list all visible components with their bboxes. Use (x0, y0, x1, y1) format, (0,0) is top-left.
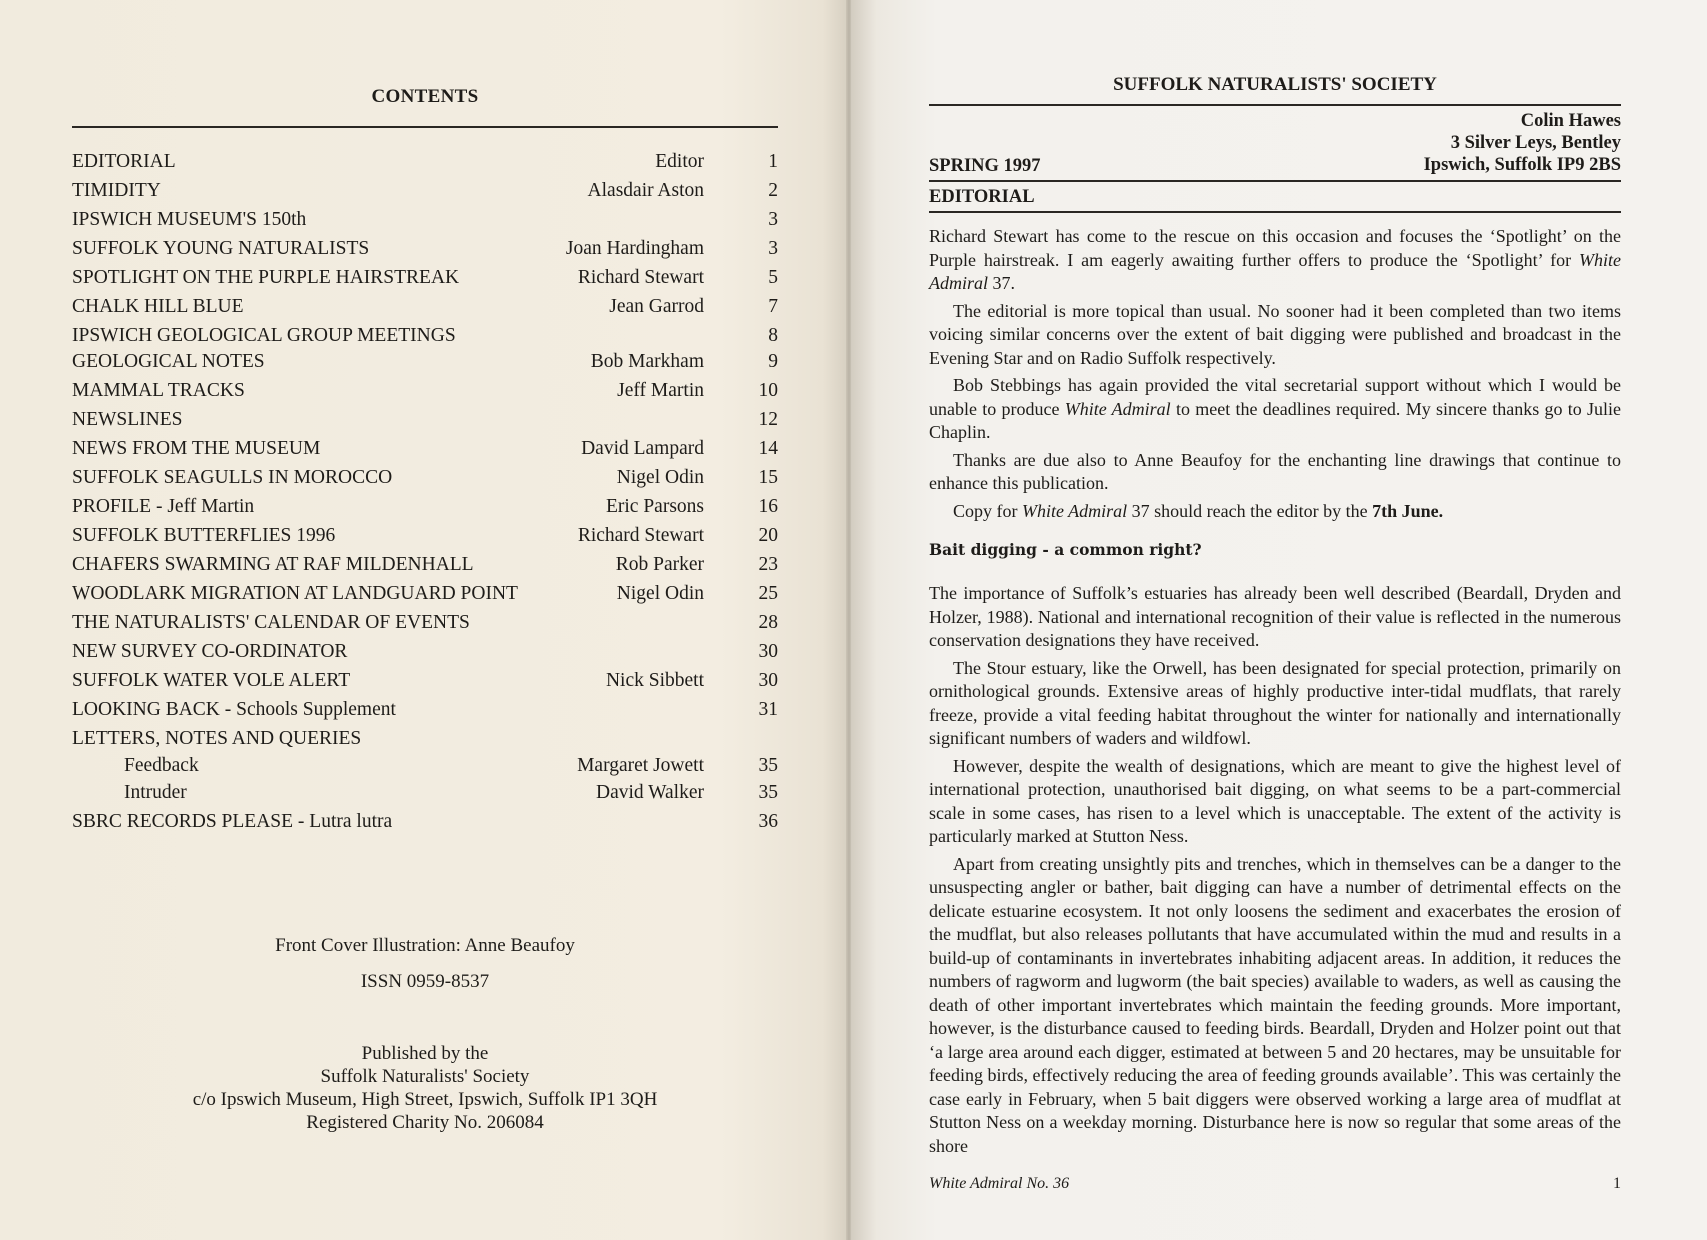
toc-row (72, 295, 778, 319)
toc-title: Intruder (124, 782, 187, 803)
issue-rule (929, 180, 1621, 182)
toc-author: Richard Stewart (577, 267, 704, 288)
publisher-line: Registered Charity No. 206084 (306, 1112, 544, 1133)
article-paragraph: The Stour estuary, like the Orwell, has been designated for special protection, primarily on ornithological grounds. Extensive areas of highly productive inter-tidal mudflats, that rarely freeze, provide a vital feeding habitat throughout the winter for nationally and internationally significant numbers of waders and wildfowl. (929, 657, 1621, 748)
toc-row (72, 179, 778, 203)
toc-author: Joan Hardingham (565, 238, 704, 259)
toc-page-number: 1 (768, 151, 778, 172)
issn: ISSN 0959-8537 (360, 971, 490, 992)
toc-row (72, 208, 778, 232)
society-title: SUFFOLK NATURALISTS' SOCIETY (1113, 74, 1437, 95)
italic-title: White Admiral (1064, 398, 1171, 419)
toc-row (72, 437, 778, 461)
toc-author: Nigel Odin (616, 467, 704, 488)
toc-row (72, 150, 778, 174)
publisher-block (120, 1042, 730, 1134)
toc-page-number: 8 (768, 325, 778, 346)
toc-title: NEW SURVEY CO-ORDINATOR (72, 641, 348, 662)
toc-row (72, 781, 778, 805)
toc-page-number: 14 (758, 438, 778, 459)
toc-page-number: 7 (768, 296, 778, 317)
toc-title: EDITORIAL (72, 151, 176, 172)
toc-author: Margaret Jowett (577, 755, 704, 776)
toc-row (72, 669, 778, 693)
toc-author: David Walker (596, 782, 704, 803)
toc-title: SPOTLIGHT ON THE PURPLE HAIRSTREAK (72, 267, 460, 288)
editorial-paragraph: The editorial is more topical than usual. No sooner had it been completed than two items voicing similar concerns over the extent of bait digging were published and broadcast in the Evening Star and on Radio Suffolk respectively. (929, 300, 1621, 368)
toc-row (72, 698, 778, 722)
toc-title: WOODLARK MIGRATION AT LANDGUARD POINT (72, 583, 518, 604)
toc-title: CHAFERS SWARMING AT RAF MILDENHALL (72, 554, 474, 575)
text-run: Bob Stebbings has again provided the vital secretarial support without which I would be unable to produce (929, 375, 1621, 419)
toc-title: TIMIDITY (72, 180, 161, 201)
toc-row (72, 266, 778, 290)
toc-title: IPSWICH GEOLOGICAL GROUP MEETINGS (72, 325, 456, 346)
toc-author: Eric Parsons (605, 496, 704, 517)
article-subheading: Bait digging - a common right? (929, 540, 1202, 559)
editorial-paragraph: Thanks are due also to Anne Beaufoy for the enchanting line drawings that continue to enhance this publication. (929, 449, 1621, 493)
toc-page-number: 36 (758, 811, 778, 832)
editorial-paragraph (929, 374, 1621, 445)
article-text (929, 582, 1621, 1162)
toc-page-number: 2 (768, 180, 778, 201)
toc-title: LETTERS, NOTES AND QUERIES (72, 728, 362, 749)
toc-page-number: 3 (768, 209, 778, 230)
article-paragraph: The importance of Suffolk’s estuaries has already been well described (Beardall, Dryden and Holzer, 1988). National and international recognition of their value is reflected in the numerous conservation designations they have received. (929, 583, 1621, 650)
editorial-paragraph (929, 225, 1621, 296)
toc-page-number: 10 (758, 380, 778, 401)
toc-page-number: 30 (758, 641, 778, 662)
toc-title: PROFILE - Jeff Martin (72, 496, 255, 517)
toc-author: Editor (655, 151, 704, 172)
toc-row (72, 324, 778, 348)
editorial-text (929, 225, 1621, 527)
toc-row (72, 237, 778, 261)
toc-author: Richard Stewart (577, 525, 704, 546)
toc-row (72, 611, 778, 635)
toc-page-number: 28 (758, 612, 778, 633)
toc-title: SBRC RECORDS PLEASE - Lutra lutra (72, 811, 393, 832)
toc-author: Alasdair Aston (587, 180, 704, 201)
toc-page-number: 35 (758, 782, 778, 803)
text-run: Richard Stewart has come to the rescue on this occasion and focuses the ‘Spotlight’ on the Purple hairstreak. I am eagerly awaiting further offers to produce the ‘Spotlight’ for (929, 226, 1621, 270)
toc-row (72, 640, 778, 664)
toc-page-number: 3 (768, 238, 778, 259)
toc-row (72, 495, 778, 519)
toc-title: THE NATURALISTS' CALENDAR OF EVENTS (72, 612, 470, 633)
toc-row (72, 466, 778, 490)
article-paragraph: Apart from creating unsightly pits and trenches, which in themselves can be a danger to the unsuspecting angler or bather, bait digging can have a number of detrimental effects on the delicate estuarine ecosystem. It not only loosens the sediment and exacerbates the erosion of the mudflat, but also releases pollutants that have accumulated within the mud and results in a build-up of contaminants in invertebrates inhabiting adjacent areas. In addition, it reduces the numbers of ragworm and lugworm (the bait species) available to waders, as well as causing the death of other important invertebrates which maintain the feeding grounds. More important, however, is the disturbance caused to feeding birds. Beardall, Dryden and Holzer point out that ‘a large area around each digger, estimated at between 5 and 20 hectares, may be unsuitable for feeding birds, effectively reducing the area of feeding grounds available’. This was certainly the case early in February, when 5 bait diggers were observed working a large area of mudflat at Stutton Ness on a weekday morning. Disturbance here is now so regular that some areas of the shore (929, 853, 1621, 1156)
italic-title: White Admiral (1022, 500, 1128, 521)
toc-row (72, 582, 778, 606)
contents-rule (72, 126, 778, 128)
toc-title: CHALK HILL BLUE (72, 296, 244, 317)
toc-title: SUFFOLK WATER VOLE ALERT (72, 670, 351, 691)
toc-row (72, 754, 778, 778)
toc-title: Feedback (124, 755, 199, 776)
toc-row (72, 379, 778, 403)
toc-page-number: 15 (758, 467, 778, 488)
text-run: 37 should reach the editor by the (1127, 500, 1373, 521)
contents-title: CONTENTS (371, 86, 479, 107)
article-paragraph: However, despite the wealth of designations, which are meant to give the highest level of international protection, unauthorised bait digging, on what seems to be a part-commercial scale in some cases, has risen to a level which is unacceptable. The extent of the activity is particularly marked at Stutton Ness. (929, 755, 1621, 846)
toc-page-number: 20 (758, 525, 778, 546)
toc-title: SUFFOLK BUTTERFLIES 1996 (72, 525, 336, 546)
section-heading: EDITORIAL (929, 187, 1035, 207)
publisher-line: Suffolk Naturalists' Society (320, 1066, 530, 1087)
toc-title: SUFFOLK SEAGULLS IN MOROCCO (72, 467, 393, 488)
issue-date: SPRING 1997 (929, 156, 1041, 176)
toc-title: IPSWICH MUSEUM'S 150th (72, 209, 307, 230)
address-line: Colin Hawes (1520, 111, 1621, 131)
toc-author: Bob Markham (590, 351, 704, 372)
editorial-paragraph (929, 500, 1621, 524)
publisher-line: c/o Ipswich Museum, High Street, Ipswich, Suffolk IP1 3QH (192, 1089, 658, 1110)
toc-author: David Lampard (581, 438, 704, 459)
toc-page-number: 16 (758, 496, 778, 517)
front-cover-credit: Front Cover Illustration: Anne Beaufoy (275, 935, 575, 956)
toc-author: Nigel Odin (616, 583, 704, 604)
toc-page-number: 31 (758, 699, 778, 720)
toc-title: GEOLOGICAL NOTES (72, 351, 265, 372)
toc-row (72, 524, 778, 548)
bold-date: 7th June. (1372, 500, 1444, 521)
toc-author: Rob Parker (615, 554, 704, 575)
left-page (0, 0, 848, 1240)
toc-page-number: 12 (758, 409, 778, 430)
footer-page-number: 1 (1613, 1175, 1621, 1192)
italic-title: White Admiral (929, 249, 1621, 293)
toc-author: Jeff Martin (617, 380, 704, 401)
editor-address (1250, 110, 1621, 176)
toc-page-number: 35 (758, 755, 778, 776)
section-rule (929, 211, 1621, 213)
toc-page-number: 23 (758, 554, 778, 575)
toc-page-number: 25 (758, 583, 778, 604)
publisher-line: Published by the (361, 1043, 489, 1064)
toc-page-number: 30 (758, 670, 778, 691)
toc-row (72, 553, 778, 577)
toc-title: NEWS FROM THE MUSEUM (72, 438, 321, 459)
text-run: Copy for (953, 500, 1022, 521)
toc-row (72, 350, 778, 374)
toc-title: MAMMAL TRACKS (72, 380, 245, 401)
toc-title: LOOKING BACK - Schools Supplement (72, 699, 396, 720)
toc-row (72, 727, 778, 751)
toc-page-number: 9 (768, 351, 778, 372)
toc-author: Nick Sibbett (605, 670, 704, 691)
toc-row (72, 810, 778, 834)
toc-title: SUFFOLK YOUNG NATURALISTS (72, 238, 370, 259)
toc-title: NEWSLINES (72, 409, 183, 430)
address-line: Ipswich, Suffolk IP9 2BS (1423, 155, 1621, 175)
toc-author: Jean Garrod (609, 296, 704, 317)
text-run: to meet the deadlines required. My sincere thanks go to Julie Chaplin. (929, 398, 1621, 442)
toc-row (72, 408, 778, 432)
footer-publication: White Admiral No. 36 (929, 1175, 1070, 1192)
society-rule (929, 104, 1621, 106)
text-run: 37. (988, 273, 1016, 293)
toc-page-number: 5 (768, 267, 778, 288)
address-line: 3 Silver Leys, Bentley (1450, 133, 1621, 153)
